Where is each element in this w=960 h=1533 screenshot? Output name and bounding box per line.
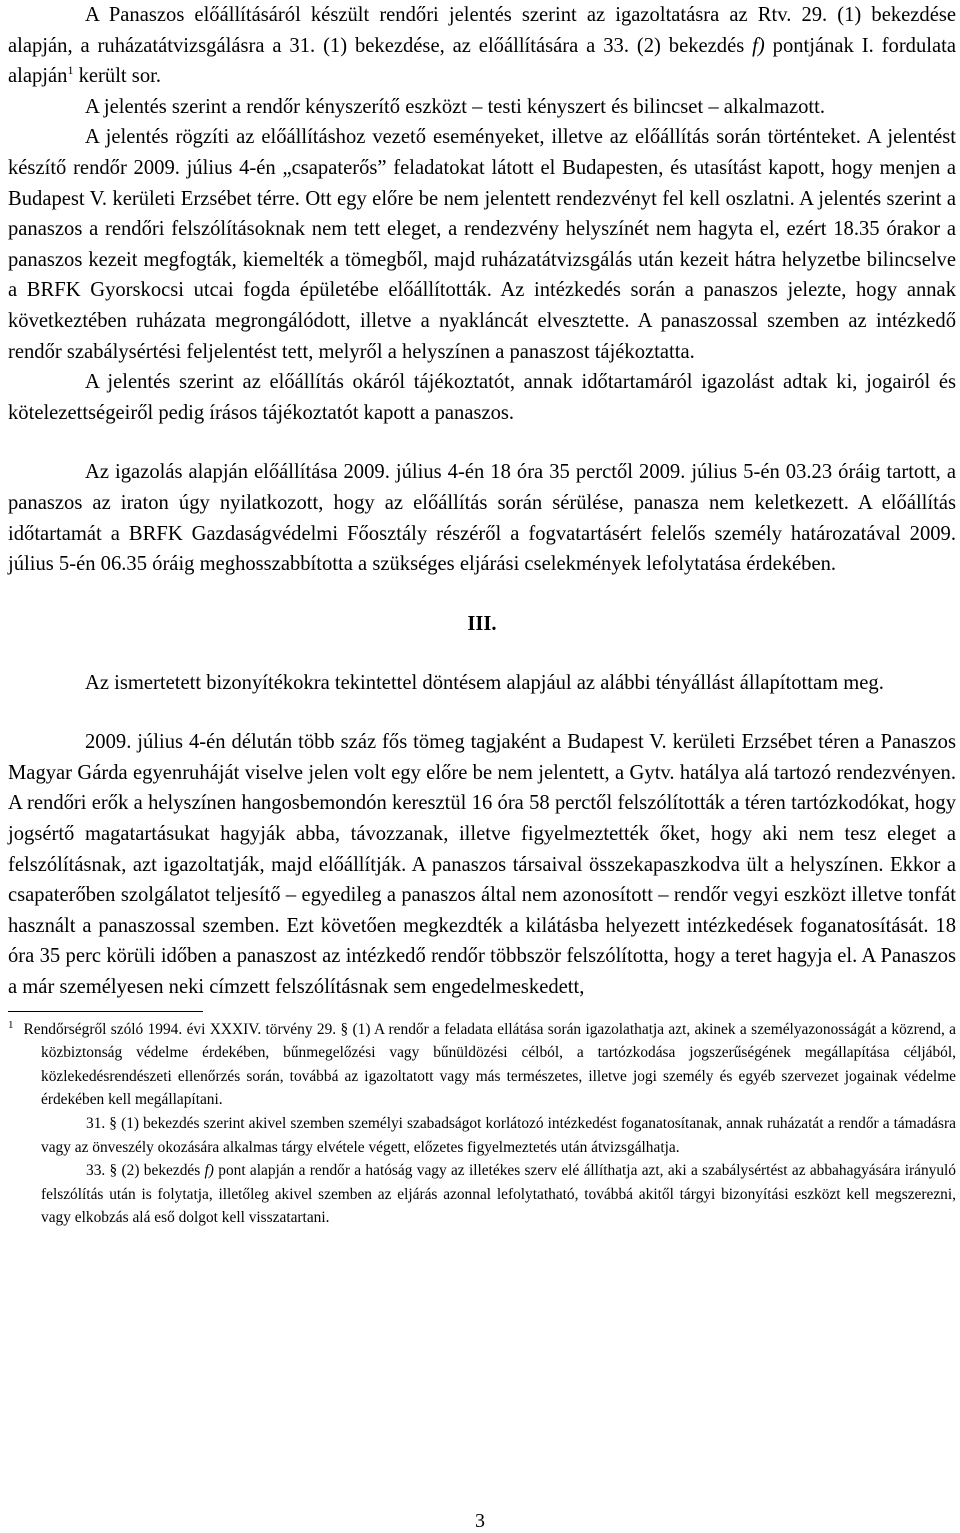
footnote-3-text-a: 33. § (2) bekezdés bbox=[86, 1162, 205, 1180]
paragraph-1-text-c: került sor. bbox=[73, 65, 161, 88]
paragraph-1-text-a: A Panaszos előállításáról készült rendőri jelentés szerint az igazoltatásra az Rtv. 29. (1) bekezdése alapján, a ruházatátvizsgálásra a 31. (1) bekezdése, az előállítására a 33. (2) bekezdés bbox=[8, 4, 956, 57]
paragraph-3: A jelentés rögzíti az előállításhoz vezető eseményeket, illetve az előállítás során történteket. A jelentést készítő rendőr 2009. július 4-én „csapaterős” feladatokat látott el Budapesten, és utasítást kapott, hogy menjen a Budapest V. kerületi Erzsébet térre. Ott egy előre be nem jelentett rendezvényt fel kell oszlatni. A jelentés szerint a panaszos a rendőri felszólításoknak nem tett eleget, a rendezvény helyszínét nem hagyta el, ezért 18.35 órakor a panaszos kezeit megfogták, kiemelték a tömegből, majd ruházatátvizsgálás után kezeit hátra helyzetbe bilincselve a BRFK Gyorskocsi utcai fogda épületébe előállították. Az intézkedés során a panaszos jelezte, hogy annak következtében ruházata megrongálódott, illetve a nyakláncát elvesztette. A panaszossal szemben az intézkedő rendőr szabálysértési feljelentést tett, melyről a helyszínen a panaszost tájékoztatta. bbox=[8, 126, 956, 363]
page-number: 3 bbox=[475, 1510, 485, 1532]
paragraph-1 bbox=[8, 0, 956, 92]
paragraph-1-italic: f) bbox=[752, 34, 765, 57]
footnote-divider bbox=[8, 1011, 203, 1012]
footnote-number: 1 bbox=[8, 1018, 14, 1031]
paragraph-5: Az igazolás alapján előállítása 2009. július 4-én 18 óra 35 perctől 2009. július 5-én 03.23 óráig tartott, a panaszos az iraton úgy nyilatkozott, hogy az előállítás során sérülése, panasza nem keletkezett. A előállítás időtartamát a BRFK Gazdaságvédelmi Főosztály részéről a fogvatartásért felelős személy határozatával 2009. július 5-én 06.35 óráig meghosszabbította a szükséges eljárási cselekmények lefolytatása érdekében. bbox=[8, 461, 956, 576]
footnote-1-text: Rendőrségről szóló 1994. évi XXXIV. törvény 29. § (1) A rendőr a feladata ellátása során igazolathatja azt, akinek a személyazonosságát a közrend, a közbiztonság védelme érdekében, bűnmegelőzési vagy bűnüldözési célból, a tartózkodása jogszerűségének megállapítása céljából, közlekedésrendészeti ellenőrzés során, továbbá az igazoltatott vagy más természetes, illetve jogi személy és egyéb szervezet jogainak védelme érdekében kell megállapítani. bbox=[23, 1020, 956, 1109]
footnote-3-italic: f) bbox=[204, 1162, 214, 1180]
footnote-3 bbox=[8, 1159, 956, 1230]
paragraph-1-text-b: pontjának I. fordulata alapján bbox=[8, 34, 956, 88]
footnote-3-text-b: pont alapján a rendőr a hatóság vagy az illetékes szerv elé állíthatja azt, aki a szabálysértést az abbahagyására irányuló felszólítás után is folytatja, illetőleg akivel szemben az eljárás azonnal lefolytatható, továbbá akitől tárgyi bizonyítási eszközt kell megszerezni, vagy elkobzás alá eső dolgot kell visszatartani. bbox=[41, 1162, 957, 1227]
section-heading: III. bbox=[467, 612, 497, 635]
footnote-2: 31. § (1) bekezdés szerint akivel szemben személyi szabadságot korlátozó intézkedést foganatosítanak, annak ruházatát a rendőr a támadásra vagy az önveszély okozására alkalmas tárgy elvétele végett, előzetes figyelmeztetés után átvizsgálhatja. bbox=[41, 1115, 956, 1156]
paragraph-4: A jelentés szerint az előállítás okáról tájékoztatót, annak időtartamáról igazolást adtak ki, jogairól és kötelezettségeiről pedig írásos tájékoztatót kapott a panaszos. bbox=[8, 371, 956, 424]
document-page bbox=[8, 0, 956, 1230]
footnote-ref[interactable]: 1 bbox=[67, 63, 74, 78]
paragraph-7: 2009. július 4-én délután több száz fős tömeg tagjaként a Budapest V. kerületi Erzsébet téren a Panaszos Magyar Gárda egyenruháját viselve jelen volt egy előre be nem jelentett, a Gytv. hatálya alá tartozó rendezvényen. A rendőri erők a helyszínen hangosbemondón keresztül 16 óra 58 perctől felszólították a téren tartózkodókat, hogy jogsértő magatartásukat hagyják abba, távozzanak, illetve figyelmeztették őket, hogy aki nem tesz eleget a felszólításnak, azt igazoltatják, majd előállítják. A panaszos társaival összekapaszkodva ült a helyszínen. Ekkor a csapaterőben szolgálatot teljesítő – egyedileg a panaszos által nem azonosított – rendőr vegyi eszközt illetve tonfát használt a panaszossal szemben. Ezt követően megkezdték a kilátásba helyezett intézkedések foganatosítását. 18 óra 35 perc körüli időben a panaszost az intézkedő rendőr többször felszólította, hogy a teret hagyja el. A Panaszos a már személyesen neki címzett felszólításnak sem engedelmeskedett, bbox=[8, 731, 956, 999]
footnote-1 bbox=[8, 1018, 956, 1112]
paragraph-2: A jelentés szerint a rendőr kényszerítő eszközt – testi kényszert és bilincset – alkalmazott. bbox=[85, 95, 825, 118]
paragraph-6: Az ismertetett bizonyítékokra tekintettel döntésem alapjául az alábbi tényállást állapítottam meg. bbox=[85, 671, 884, 694]
